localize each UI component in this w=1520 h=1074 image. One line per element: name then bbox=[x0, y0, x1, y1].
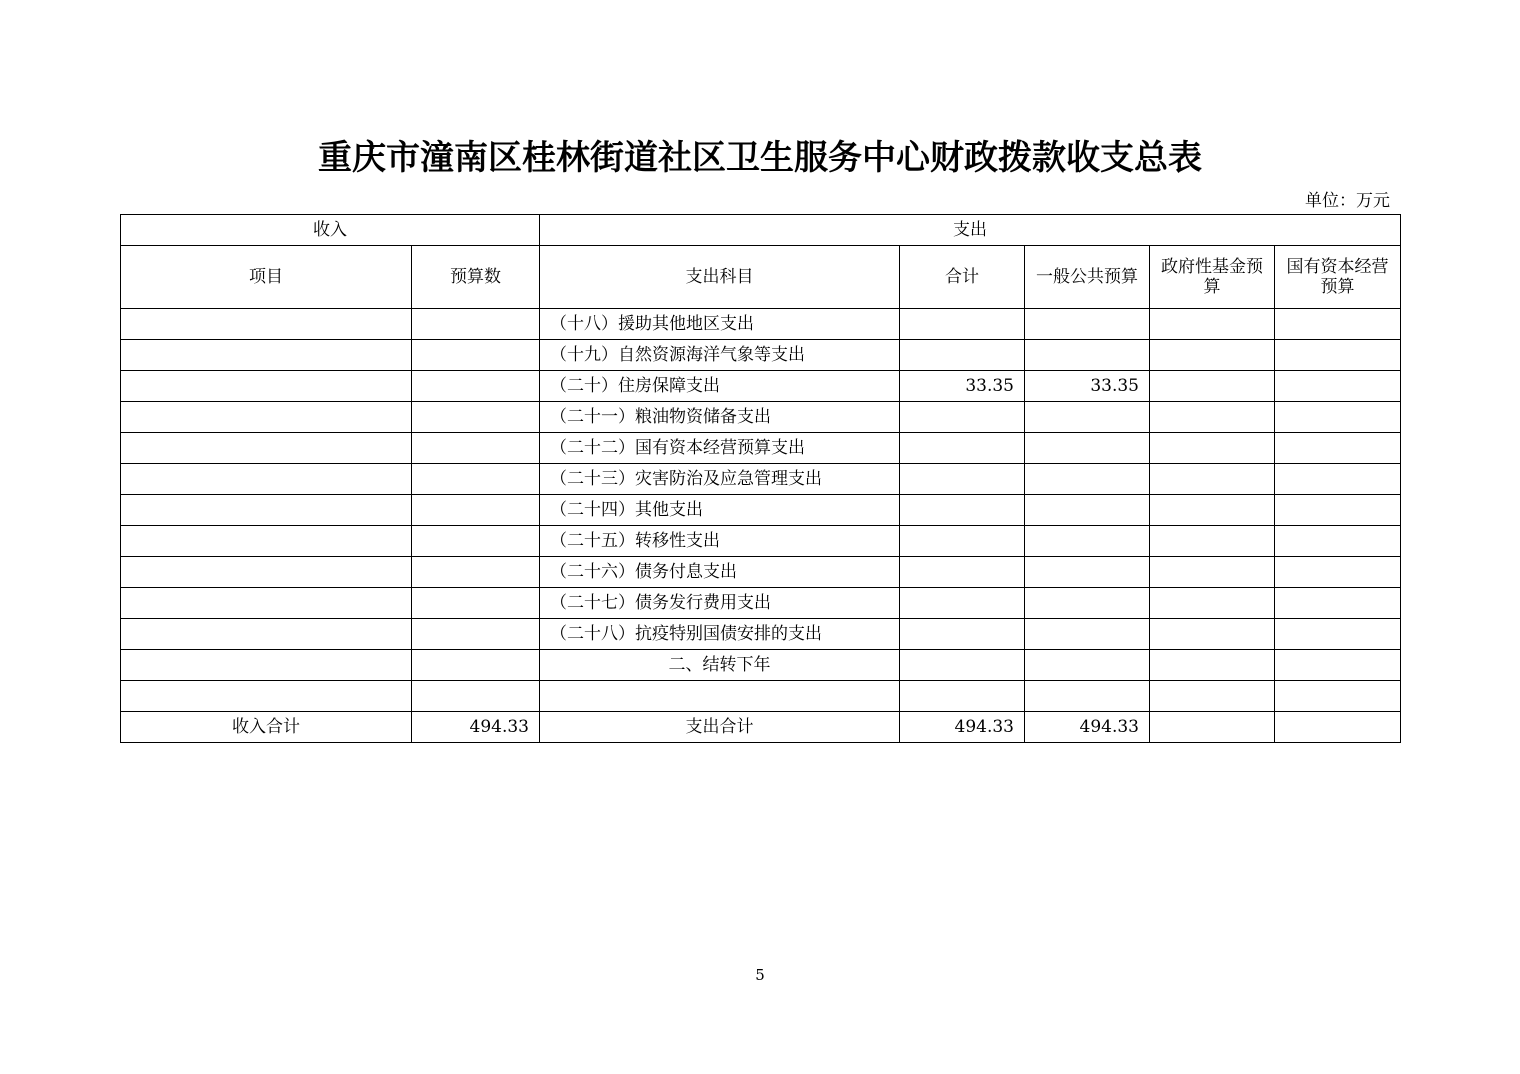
income-item-cell bbox=[121, 464, 412, 495]
expense-subject-cell: 二、结转下年 bbox=[540, 650, 900, 681]
income-item-cell bbox=[121, 433, 412, 464]
fund-cell bbox=[1150, 309, 1275, 340]
income-item-cell bbox=[121, 309, 412, 340]
header-gov-fund: 政府性基金预算 bbox=[1150, 246, 1275, 309]
total-cell bbox=[900, 433, 1025, 464]
income-section-header: 收入 bbox=[121, 215, 540, 246]
table-row bbox=[121, 557, 1401, 588]
column-header-row bbox=[121, 246, 1401, 309]
capital-cell bbox=[1275, 557, 1401, 588]
expense-general-total: 494.33 bbox=[1025, 712, 1150, 743]
expense-total-label: 支出合计 bbox=[540, 712, 900, 743]
income-budget-cell bbox=[412, 309, 540, 340]
expense-subject-cell: （二十八）抗疫特别国债安排的支出 bbox=[540, 619, 900, 650]
table-row bbox=[121, 681, 1401, 712]
general-cell bbox=[1025, 619, 1150, 650]
income-budget-cell bbox=[412, 371, 540, 402]
expense-subject-cell: （二十二）国有资本经营预算支出 bbox=[540, 433, 900, 464]
budget-table bbox=[120, 214, 1401, 743]
income-budget-cell bbox=[412, 588, 540, 619]
fund-cell bbox=[1150, 402, 1275, 433]
general-cell bbox=[1025, 650, 1150, 681]
total-cell bbox=[900, 650, 1025, 681]
capital-cell bbox=[1275, 464, 1401, 495]
total-cell bbox=[900, 619, 1025, 650]
capital-cell bbox=[1275, 619, 1401, 650]
expense-subject-cell bbox=[540, 681, 900, 712]
expense-section-header: 支出 bbox=[540, 215, 1401, 246]
totals-row bbox=[121, 712, 1401, 743]
general-cell: 33.35 bbox=[1025, 371, 1150, 402]
total-cell bbox=[900, 526, 1025, 557]
fund-cell bbox=[1150, 650, 1275, 681]
total-cell bbox=[900, 464, 1025, 495]
fund-cell bbox=[1150, 681, 1275, 712]
fund-cell bbox=[1150, 619, 1275, 650]
fund-cell bbox=[1150, 464, 1275, 495]
total-cell: 33.35 bbox=[900, 371, 1025, 402]
income-item-cell bbox=[121, 681, 412, 712]
general-cell bbox=[1025, 588, 1150, 619]
table-row bbox=[121, 650, 1401, 681]
table-row bbox=[121, 402, 1401, 433]
expense-fund-total bbox=[1150, 712, 1275, 743]
fund-cell bbox=[1150, 526, 1275, 557]
income-item-cell bbox=[121, 340, 412, 371]
income-budget-cell bbox=[412, 433, 540, 464]
fund-cell bbox=[1150, 340, 1275, 371]
table-row bbox=[121, 371, 1401, 402]
general-cell bbox=[1025, 433, 1150, 464]
fund-cell bbox=[1150, 433, 1275, 464]
total-cell bbox=[900, 309, 1025, 340]
income-total-label: 收入合计 bbox=[121, 712, 412, 743]
header-general-public: 一般公共预算 bbox=[1025, 246, 1150, 309]
capital-cell bbox=[1275, 309, 1401, 340]
income-budget-cell bbox=[412, 340, 540, 371]
total-cell bbox=[900, 588, 1025, 619]
income-budget-cell bbox=[412, 402, 540, 433]
page-number: 5 bbox=[755, 966, 765, 984]
general-cell bbox=[1025, 526, 1150, 557]
unit-label: 单位：万元 bbox=[1305, 191, 1390, 211]
general-cell bbox=[1025, 464, 1150, 495]
table-row bbox=[121, 340, 1401, 371]
income-budget-cell bbox=[412, 495, 540, 526]
header-expense-subject: 支出科目 bbox=[540, 246, 900, 309]
fund-cell bbox=[1150, 371, 1275, 402]
capital-cell bbox=[1275, 526, 1401, 557]
income-total-value: 494.33 bbox=[412, 712, 540, 743]
total-cell bbox=[900, 557, 1025, 588]
capital-cell bbox=[1275, 681, 1401, 712]
table-row bbox=[121, 309, 1401, 340]
page-title: 重庆市潼南区桂林街道社区卫生服务中心财政拨款收支总表 bbox=[318, 138, 1202, 178]
capital-cell bbox=[1275, 433, 1401, 464]
capital-cell bbox=[1275, 495, 1401, 526]
general-cell bbox=[1025, 557, 1150, 588]
expense-subject-cell: （二十）住房保障支出 bbox=[540, 371, 900, 402]
header-state-capital: 国有资本经营预算 bbox=[1275, 246, 1401, 309]
income-budget-cell bbox=[412, 526, 540, 557]
capital-cell bbox=[1275, 371, 1401, 402]
table-row bbox=[121, 619, 1401, 650]
fund-cell bbox=[1150, 495, 1275, 526]
expense-subject-cell: （二十六）债务付息支出 bbox=[540, 557, 900, 588]
total-cell bbox=[900, 340, 1025, 371]
capital-cell bbox=[1275, 650, 1401, 681]
income-budget-cell bbox=[412, 681, 540, 712]
expense-capital-total bbox=[1275, 712, 1401, 743]
capital-cell bbox=[1275, 402, 1401, 433]
income-item-cell bbox=[121, 557, 412, 588]
table-row bbox=[121, 588, 1401, 619]
fund-cell bbox=[1150, 557, 1275, 588]
header-budget: 预算数 bbox=[412, 246, 540, 309]
table-row bbox=[121, 526, 1401, 557]
expense-subject-cell: （十九）自然资源海洋气象等支出 bbox=[540, 340, 900, 371]
total-cell bbox=[900, 681, 1025, 712]
general-cell bbox=[1025, 340, 1150, 371]
table-row bbox=[121, 495, 1401, 526]
table-row bbox=[121, 433, 1401, 464]
table-row bbox=[121, 464, 1401, 495]
general-cell bbox=[1025, 681, 1150, 712]
header-total: 合计 bbox=[900, 246, 1025, 309]
total-cell bbox=[900, 402, 1025, 433]
general-cell bbox=[1025, 402, 1150, 433]
section-header-row bbox=[121, 215, 1401, 246]
capital-cell bbox=[1275, 340, 1401, 371]
expense-total-value: 494.33 bbox=[900, 712, 1025, 743]
income-item-cell bbox=[121, 526, 412, 557]
income-item-cell bbox=[121, 619, 412, 650]
expense-subject-cell: （二十一）粮油物资储备支出 bbox=[540, 402, 900, 433]
general-cell bbox=[1025, 495, 1150, 526]
general-cell bbox=[1025, 309, 1150, 340]
income-budget-cell bbox=[412, 464, 540, 495]
total-cell bbox=[900, 495, 1025, 526]
income-item-cell bbox=[121, 495, 412, 526]
expense-subject-cell: （二十三）灾害防治及应急管理支出 bbox=[540, 464, 900, 495]
income-budget-cell bbox=[412, 650, 540, 681]
expense-subject-cell: （十八）援助其他地区支出 bbox=[540, 309, 900, 340]
header-item: 项目 bbox=[121, 246, 412, 309]
capital-cell bbox=[1275, 588, 1401, 619]
income-item-cell bbox=[121, 371, 412, 402]
income-budget-cell bbox=[412, 619, 540, 650]
expense-subject-cell: （二十五）转移性支出 bbox=[540, 526, 900, 557]
income-item-cell bbox=[121, 650, 412, 681]
expense-subject-cell: （二十七）债务发行费用支出 bbox=[540, 588, 900, 619]
expense-subject-cell: （二十四）其他支出 bbox=[540, 495, 900, 526]
fund-cell bbox=[1150, 588, 1275, 619]
income-item-cell bbox=[121, 402, 412, 433]
income-budget-cell bbox=[412, 557, 540, 588]
income-item-cell bbox=[121, 588, 412, 619]
